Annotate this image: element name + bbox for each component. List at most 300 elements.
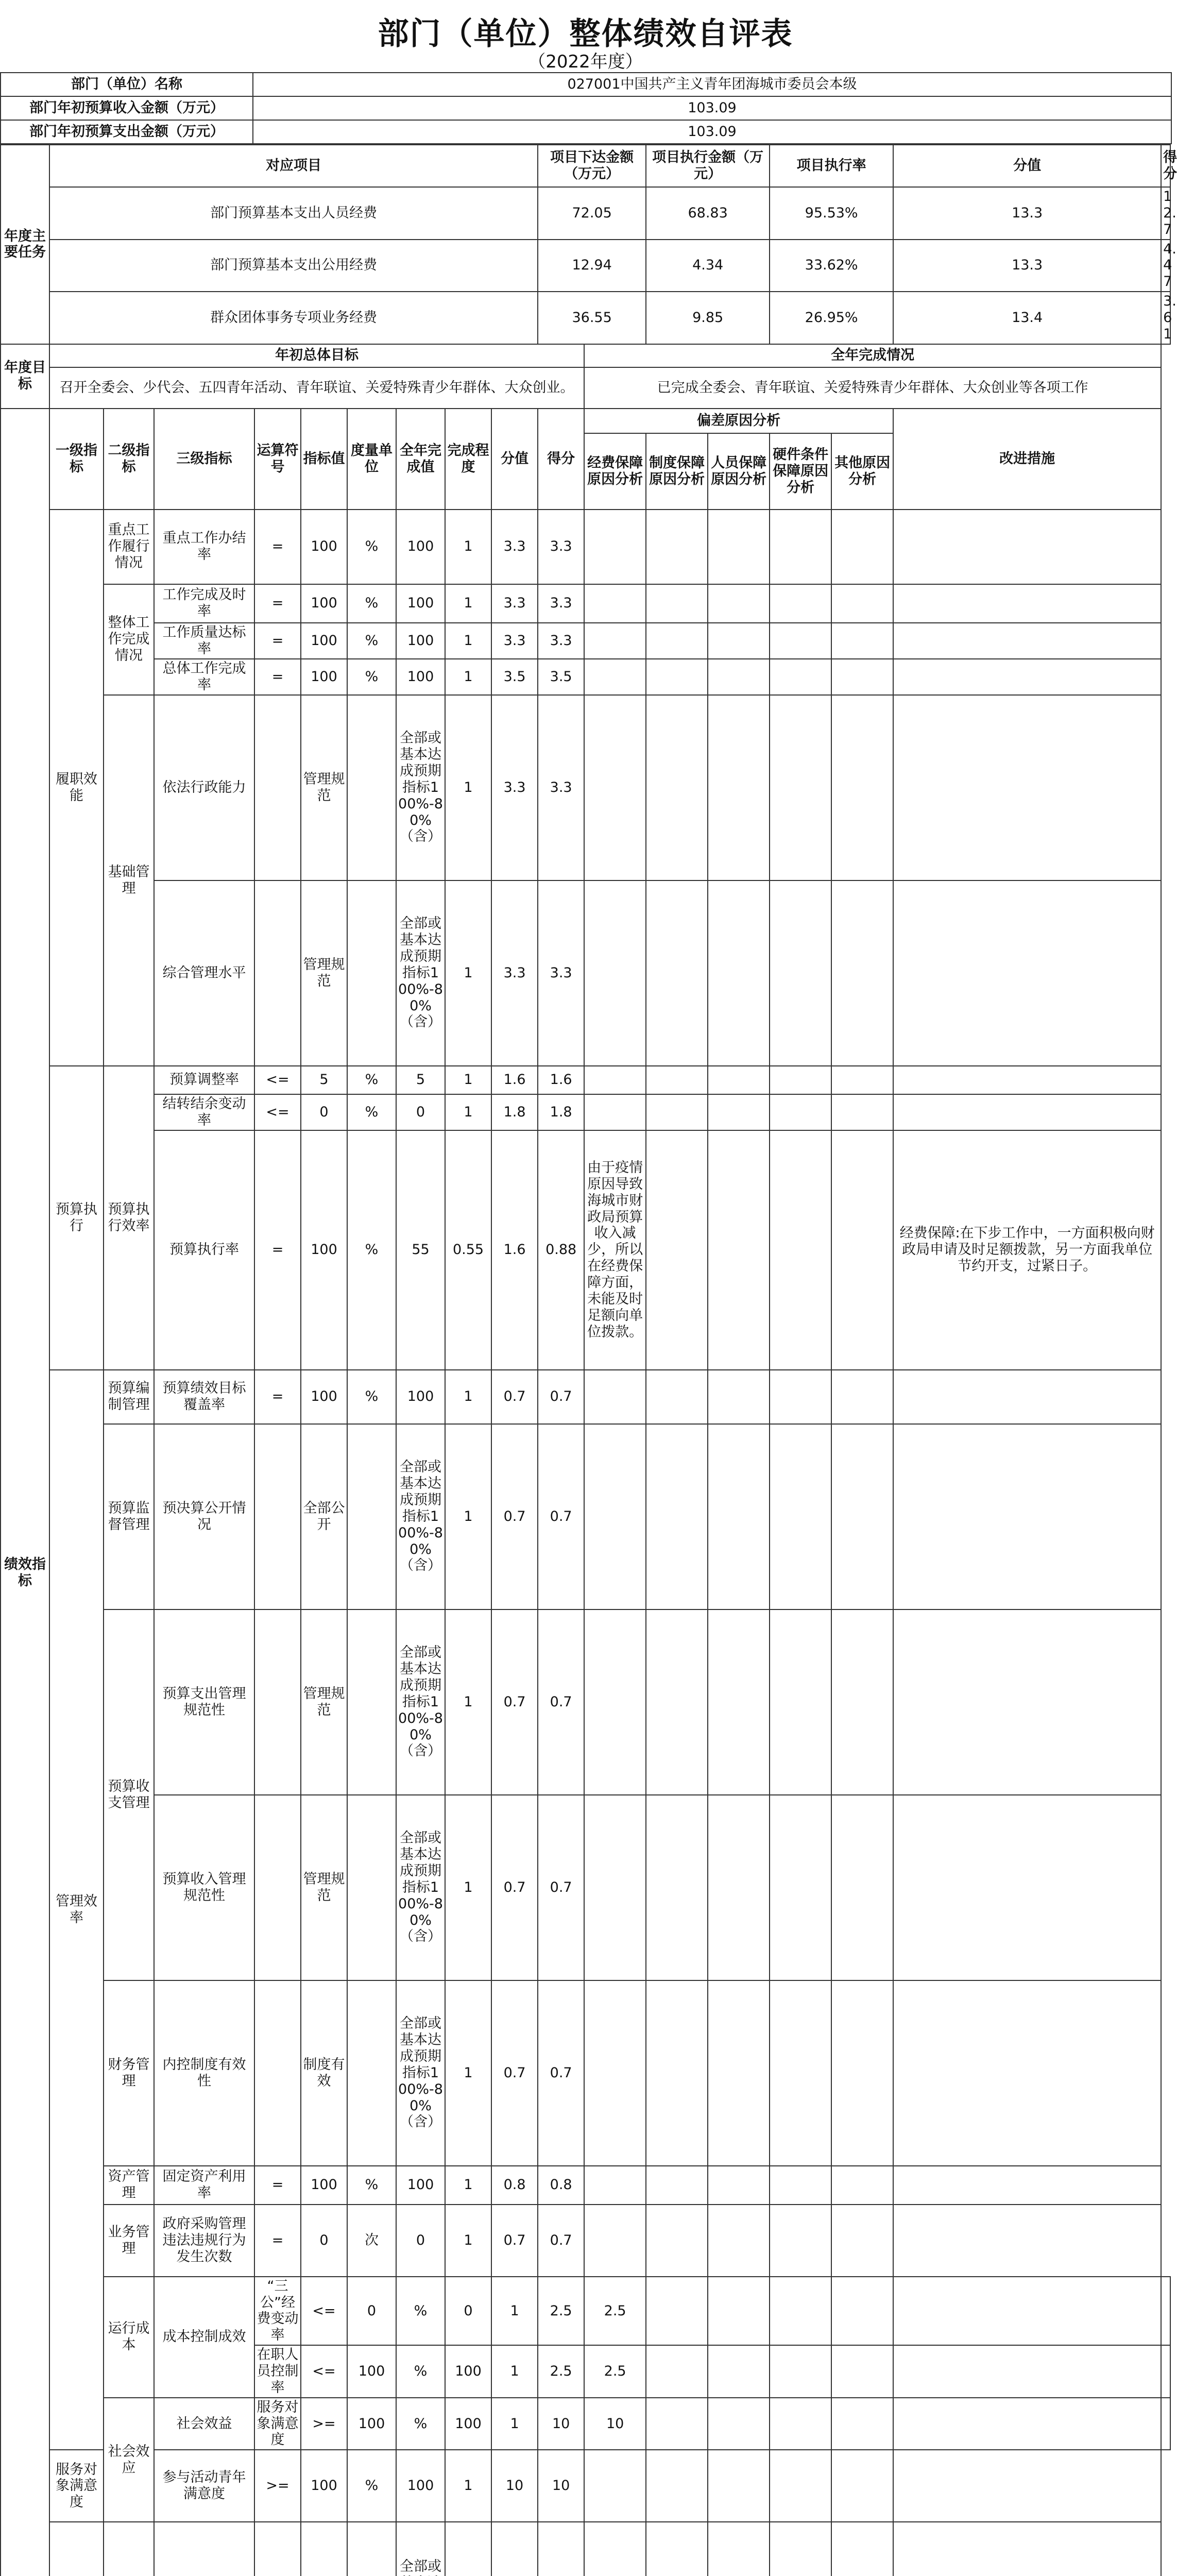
degree: 1 [445, 2450, 491, 2522]
empty-cell [770, 880, 831, 1066]
empty-cell [770, 1094, 831, 1130]
empty-cell [708, 2450, 770, 2522]
indicators-side-label: 绩效指标 [1, 409, 49, 2576]
empty-cell [893, 2205, 1161, 2277]
col-header-actual: 全年完成值 [396, 409, 445, 510]
degree: 1 [491, 2345, 538, 2398]
empty-cell [584, 623, 646, 659]
operator: <= [301, 2277, 347, 2345]
target: 100 [301, 659, 347, 695]
empty-cell [893, 659, 1161, 695]
l1-label: 预算执行 [49, 1066, 104, 1370]
empty-cell [584, 1066, 646, 1094]
target: 100 [301, 1130, 347, 1370]
unit [347, 1424, 396, 1609]
target: 0 [301, 2205, 347, 2277]
col-header-target: 指标值 [301, 409, 347, 510]
empty-cell [708, 584, 770, 623]
empty-cell [584, 1424, 646, 1609]
task-score: 13.3 [893, 187, 1161, 240]
tasks-header-score: 分值 [893, 145, 1161, 187]
unit [347, 2522, 396, 2576]
empty-cell [770, 659, 831, 695]
tasks-header-result: 得分 [1161, 145, 1170, 187]
indicator-row [1, 695, 1170, 880]
empty-cell [708, 1609, 770, 1795]
task-result: 3.61 [1161, 292, 1170, 344]
unit: % [396, 2277, 445, 2345]
empty-cell [708, 1066, 770, 1094]
unit-name-value: 027001中国共产主义青年团海城市委员会本级 [253, 73, 1171, 96]
unit [347, 880, 396, 1066]
col-header-l1: 一级指标 [49, 409, 104, 510]
score: 0.7 [491, 1609, 538, 1795]
unit-info-table [0, 72, 1172, 144]
task-project: 部门预算基本支出人员经费 [49, 187, 538, 240]
l2-label: 预算收支管理 [104, 1609, 154, 1980]
degree: 1 [445, 2205, 491, 2277]
indicator-row [1, 1370, 1170, 1424]
empty-cell [584, 659, 646, 695]
l3-label: 结转结余变动率 [154, 1094, 254, 1130]
result: 3.5 [538, 659, 584, 695]
task-row [1, 240, 1170, 292]
result: 0.88 [538, 1130, 584, 1370]
empty-cell [646, 2166, 708, 2205]
empty-cell [646, 1130, 708, 1370]
unit: % [347, 1066, 396, 1094]
actual: 全部或基本达成预期指标100%-80%（含） [396, 1424, 445, 1609]
target: 管理规范 [301, 1609, 347, 1795]
empty-cell [770, 2166, 831, 2205]
l1-label: 运行成本 [104, 2277, 154, 2398]
indicator-row [1, 584, 1170, 623]
empty-cell [708, 695, 770, 880]
score: 0.7 [491, 1370, 538, 1424]
result: 0.7 [538, 1370, 584, 1424]
score: 3.5 [491, 659, 538, 695]
degree: 1 [445, 1980, 491, 2166]
l3-label: 预算支出管理规范性 [154, 1609, 254, 1795]
col-header-l2: 二级指标 [104, 409, 154, 510]
operator: = [254, 1370, 301, 1424]
target: 管理规范 [301, 1795, 347, 1980]
empty-cell [708, 880, 770, 1066]
score: 3.3 [491, 584, 538, 623]
empty-cell [584, 2205, 646, 2277]
l3-label: 工作质量达标率 [154, 623, 254, 659]
indicator-row [1, 1609, 1170, 1795]
operator: >= [301, 2398, 347, 2450]
empty-cell [831, 2166, 893, 2205]
indicator-row [1, 1130, 1170, 1370]
budget-expense-label: 部门年初预算支出金额（万元） [1, 120, 253, 144]
actual: 全部或 [396, 2522, 445, 2576]
target [301, 2522, 347, 2576]
result: 1.6 [538, 1066, 584, 1094]
score: 0.7 [491, 2205, 538, 2277]
score: 0.7 [491, 1795, 538, 1980]
empty-cell [646, 2205, 708, 2277]
actual: 0 [396, 2205, 445, 2277]
l2-label: 财务管理 [104, 1980, 154, 2166]
l3-label: “三公”经费变动率 [254, 2277, 301, 2345]
empty-cell [1161, 2398, 1170, 2450]
target: 100 [301, 623, 347, 659]
indicator-row [1, 2205, 1170, 2277]
l3-label [154, 2522, 254, 2576]
result: 3.3 [538, 880, 584, 1066]
empty-cell [831, 1130, 893, 1370]
task-project: 群众团体事务专项业务经费 [49, 292, 538, 344]
actual: 100 [396, 2166, 445, 2205]
goals-final-label: 全年完成情况 [584, 344, 1161, 367]
indicator-row [1, 1066, 1170, 1094]
empty-cell [831, 2450, 893, 2522]
result: 2.5 [584, 2345, 646, 2398]
budget-income-value: 103.09 [253, 96, 1171, 120]
l2-label [104, 2522, 154, 2576]
col-header-l3: 三级指标 [154, 409, 254, 510]
operator: = [254, 2166, 301, 2205]
l3-label: 固定资产利用率 [154, 2166, 254, 2205]
target: 管理规范 [301, 695, 347, 880]
l2-label: 预算执行效率 [104, 1066, 154, 1370]
operator: = [254, 623, 301, 659]
l3-label: 预算收入管理规范性 [154, 1795, 254, 1980]
degree: 1 [491, 2277, 538, 2345]
empty-cell [770, 584, 831, 623]
l2-label: 服务对象满意度 [49, 2450, 104, 2522]
task-result: 12.7 [1161, 187, 1170, 240]
result: 0.7 [538, 1609, 584, 1795]
l3-label: 政府采购管理违法违规行为发生次数 [154, 2205, 254, 2277]
empty-cell [831, 584, 893, 623]
task-issued: 72.05 [538, 187, 646, 240]
l3-label: 在职人员控制率 [254, 2345, 301, 2398]
task-executed: 4.34 [646, 240, 770, 292]
score: 0.8 [491, 2166, 538, 2205]
l2-label: 成本控制成效 [154, 2277, 254, 2398]
empty-cell [708, 2166, 770, 2205]
score: 3.3 [491, 695, 538, 880]
task-issued: 36.55 [538, 292, 646, 344]
degree: 1 [445, 1094, 491, 1130]
unit: % [347, 584, 396, 623]
empty-cell [893, 1980, 1161, 2166]
actual: 5 [396, 1066, 445, 1094]
empty-cell [708, 1370, 770, 1424]
actual: 0 [396, 1094, 445, 1130]
empty-cell [770, 1130, 831, 1370]
unit [347, 1795, 396, 1980]
degree: 1 [445, 1066, 491, 1094]
empty-cell [646, 2277, 708, 2345]
goals-initial-text: 召开全委会、少代会、五四青年活动、青年联谊、关爱特殊青少年群体、大众创业。 [49, 367, 584, 409]
target: 全部公开 [301, 1424, 347, 1609]
l2-label: 资产管理 [104, 2166, 154, 2205]
unit: % [347, 623, 396, 659]
empty-cell [584, 2522, 646, 2576]
empty-cell [708, 1424, 770, 1609]
col-header-unit: 度量单位 [347, 409, 396, 510]
result [538, 2522, 584, 2576]
score: 1.6 [491, 1130, 538, 1370]
empty-cell [646, 1094, 708, 1130]
empty-cell [708, 1094, 770, 1130]
operator [254, 1424, 301, 1609]
indicator-row [1, 2166, 1170, 2205]
empty-cell [893, 2398, 1161, 2450]
target: 0 [347, 2277, 396, 2345]
result: 3.3 [538, 623, 584, 659]
empty-cell [893, 880, 1161, 1066]
empty-cell [770, 2205, 831, 2277]
empty-cell [584, 2450, 646, 2522]
empty-cell [831, 2522, 893, 2576]
result: 3.3 [538, 510, 584, 584]
empty-cell [893, 1094, 1161, 1130]
empty-cell [584, 880, 646, 1066]
target: 100 [347, 2345, 396, 2398]
tasks-header-issued: 项目下达金额（万元） [538, 145, 646, 187]
performance-table [0, 144, 1177, 2576]
tasks-header-rate: 项目执行率 [770, 145, 893, 187]
empty-cell [770, 510, 831, 584]
actual: 全部或基本达成预期指标100%-80%（含） [396, 695, 445, 880]
degree: 1 [445, 2166, 491, 2205]
empty-cell [1161, 2345, 1170, 2398]
empty-cell [770, 2522, 831, 2576]
unit: % [396, 2398, 445, 2450]
deviation-other: 其他原因分析 [831, 433, 893, 510]
page-title: 部门（单位）整体绩效自评表 [378, 16, 793, 52]
goals-final-text: 已完成全委会、青年联谊、关爱特殊青少年群体、大众创业等各项工作 [584, 367, 1161, 409]
empty-cell [770, 623, 831, 659]
task-executed: 68.83 [646, 187, 770, 240]
empty-cell [831, 1609, 893, 1795]
empty-cell [831, 659, 893, 695]
indicator-row [1, 2277, 1170, 2345]
empty-cell [893, 2450, 1161, 2522]
operator [254, 695, 301, 880]
l1-label [49, 2522, 104, 2576]
target: 5 [301, 1066, 347, 1094]
tasks-header-executed: 项目执行金额（万元） [646, 145, 770, 187]
deviation-funding: 经费保障原因分析 [584, 433, 646, 510]
unit-name-label: 部门（单位）名称 [1, 73, 253, 96]
tasks-side-label: 年度主要任务 [1, 145, 49, 344]
result: 3.3 [538, 584, 584, 623]
degree: 1 [445, 1609, 491, 1795]
indicator-row [1, 2522, 1170, 2576]
empty-cell [831, 1370, 893, 1424]
l2-label: 重点工作履行情况 [104, 510, 154, 584]
empty-cell [893, 584, 1161, 623]
budget-income-label: 部门年初预算收入金额（万元） [1, 96, 253, 120]
actual: 全部或基本达成预期指标100%-80%（含） [396, 1795, 445, 1980]
target: 管理规范 [301, 880, 347, 1066]
unit [347, 695, 396, 880]
empty-cell [893, 1424, 1161, 1609]
l2-label: 整体工作完成情况 [104, 584, 154, 695]
empty-cell [646, 1795, 708, 1980]
actual: 100 [445, 2345, 491, 2398]
actual: 全部或基本达成预期指标100%-80%（含） [396, 880, 445, 1066]
empty-cell [646, 659, 708, 695]
empty-cell [646, 1424, 708, 1609]
l3-label: 预算绩效目标覆盖率 [154, 1370, 254, 1424]
l3-label: 内控制度有效性 [154, 1980, 254, 2166]
unit [347, 1980, 396, 2166]
empty-cell [770, 1370, 831, 1424]
empty-cell [831, 623, 893, 659]
degree: 1 [445, 695, 491, 880]
empty-cell [646, 2522, 708, 2576]
score: 3.3 [491, 510, 538, 584]
task-issued: 12.94 [538, 240, 646, 292]
degree: 1 [445, 880, 491, 1066]
operator: = [254, 510, 301, 584]
improve-header: 改进措施 [893, 409, 1161, 510]
indicator-row [1, 2450, 1170, 2522]
empty-cell [770, 2450, 831, 2522]
task-score: 13.3 [893, 240, 1161, 292]
empty-cell [708, 2205, 770, 2277]
target: 0 [301, 1094, 347, 1130]
task-rate: 95.53% [770, 187, 893, 240]
degree: 1 [445, 623, 491, 659]
empty-cell [584, 510, 646, 584]
empty-cell [646, 2398, 708, 2450]
empty-cell [1161, 2277, 1170, 2345]
empty-cell [893, 2166, 1161, 2205]
l3-label: 总体工作完成率 [154, 659, 254, 695]
operator: >= [254, 2450, 301, 2522]
task-rate: 26.95% [770, 292, 893, 344]
result: 0.7 [538, 1980, 584, 2166]
result: 0.7 [538, 1424, 584, 1609]
empty-cell [584, 1980, 646, 2166]
unit: % [347, 1370, 396, 1424]
unit: % [347, 1094, 396, 1130]
l2-label: 社会效益 [154, 2398, 254, 2450]
result: 3.3 [538, 695, 584, 880]
degree: 1 [445, 1795, 491, 1980]
empty-cell [646, 1370, 708, 1424]
result: 10 [584, 2398, 646, 2450]
target: 100 [347, 2398, 396, 2450]
task-project: 部门预算基本支出公用经费 [49, 240, 538, 292]
indicator-row [1, 1094, 1170, 1130]
indicator-row [1, 880, 1170, 1066]
empty-cell [831, 1066, 893, 1094]
degree [445, 2522, 491, 2576]
actual: 100 [396, 2450, 445, 2522]
target: 100 [301, 510, 347, 584]
target: 100 [301, 1370, 347, 1424]
empty-cell [831, 1795, 893, 1980]
unit: % [347, 2166, 396, 2205]
col-header-result: 得分 [538, 409, 584, 510]
empty-cell [770, 2345, 831, 2398]
unit: % [347, 510, 396, 584]
degree: 1 [445, 659, 491, 695]
empty-cell [584, 695, 646, 880]
l3-label: 预决算公开情况 [154, 1424, 254, 1609]
empty-cell [708, 1795, 770, 1980]
empty-cell [831, 2398, 893, 2450]
actual: 55 [396, 1130, 445, 1370]
empty-cell [770, 2398, 831, 2450]
actual: 0 [445, 2277, 491, 2345]
empty-cell [646, 1980, 708, 2166]
score [491, 2522, 538, 2576]
unit: % [347, 2450, 396, 2522]
empty-cell [831, 2205, 893, 2277]
actual: 100 [445, 2398, 491, 2450]
l3-label: 服务对象满意度 [254, 2398, 301, 2450]
empty-cell [770, 1609, 831, 1795]
target: 制度有效 [301, 1980, 347, 2166]
operator: <= [301, 2345, 347, 2398]
result: 0.7 [538, 1795, 584, 1980]
indicator-row [1, 2398, 1170, 2450]
empty-cell [646, 695, 708, 880]
empty-cell [831, 2345, 893, 2398]
score: 10 [491, 2450, 538, 2522]
l2-label: 基础管理 [104, 695, 154, 1066]
task-row [1, 187, 1170, 240]
l1-label: 履职效能 [49, 510, 104, 1066]
operator [254, 880, 301, 1066]
result: 2.5 [584, 2277, 646, 2345]
l2-label: 业务管理 [104, 2205, 154, 2277]
empty-cell [831, 1424, 893, 1609]
empty-cell [893, 2277, 1161, 2345]
target: 100 [301, 2450, 347, 2522]
operator: = [254, 2205, 301, 2277]
task-result: 4.47 [1161, 240, 1170, 292]
actual: 100 [396, 659, 445, 695]
unit: 次 [347, 2205, 396, 2277]
empty-cell [708, 1130, 770, 1370]
empty-cell [770, 1066, 831, 1094]
goals-initial-label: 年初总体目标 [49, 344, 584, 367]
indicator-row [1, 1424, 1170, 1609]
empty-cell [893, 1066, 1161, 1094]
empty-cell [770, 695, 831, 880]
l3-label: 重点工作办结率 [154, 510, 254, 584]
goals-side-label: 年度目标 [1, 344, 49, 409]
degree: 1 [445, 1370, 491, 1424]
indicator-row [1, 659, 1170, 695]
empty-cell [708, 1980, 770, 2166]
empty-cell [893, 623, 1161, 659]
empty-cell [831, 880, 893, 1066]
task-row [1, 292, 1170, 344]
deviation-header: 偏差原因分析 [584, 409, 893, 433]
empty-cell [646, 510, 708, 584]
target: 100 [301, 2166, 347, 2205]
score: 0.7 [491, 1980, 538, 2166]
task-executed: 9.85 [646, 292, 770, 344]
operator [254, 1795, 301, 1980]
deviation-personnel: 人员保障原因分析 [708, 433, 770, 510]
actual: 100 [396, 1370, 445, 1424]
score: 1.6 [491, 1066, 538, 1094]
empty-cell [893, 695, 1161, 880]
